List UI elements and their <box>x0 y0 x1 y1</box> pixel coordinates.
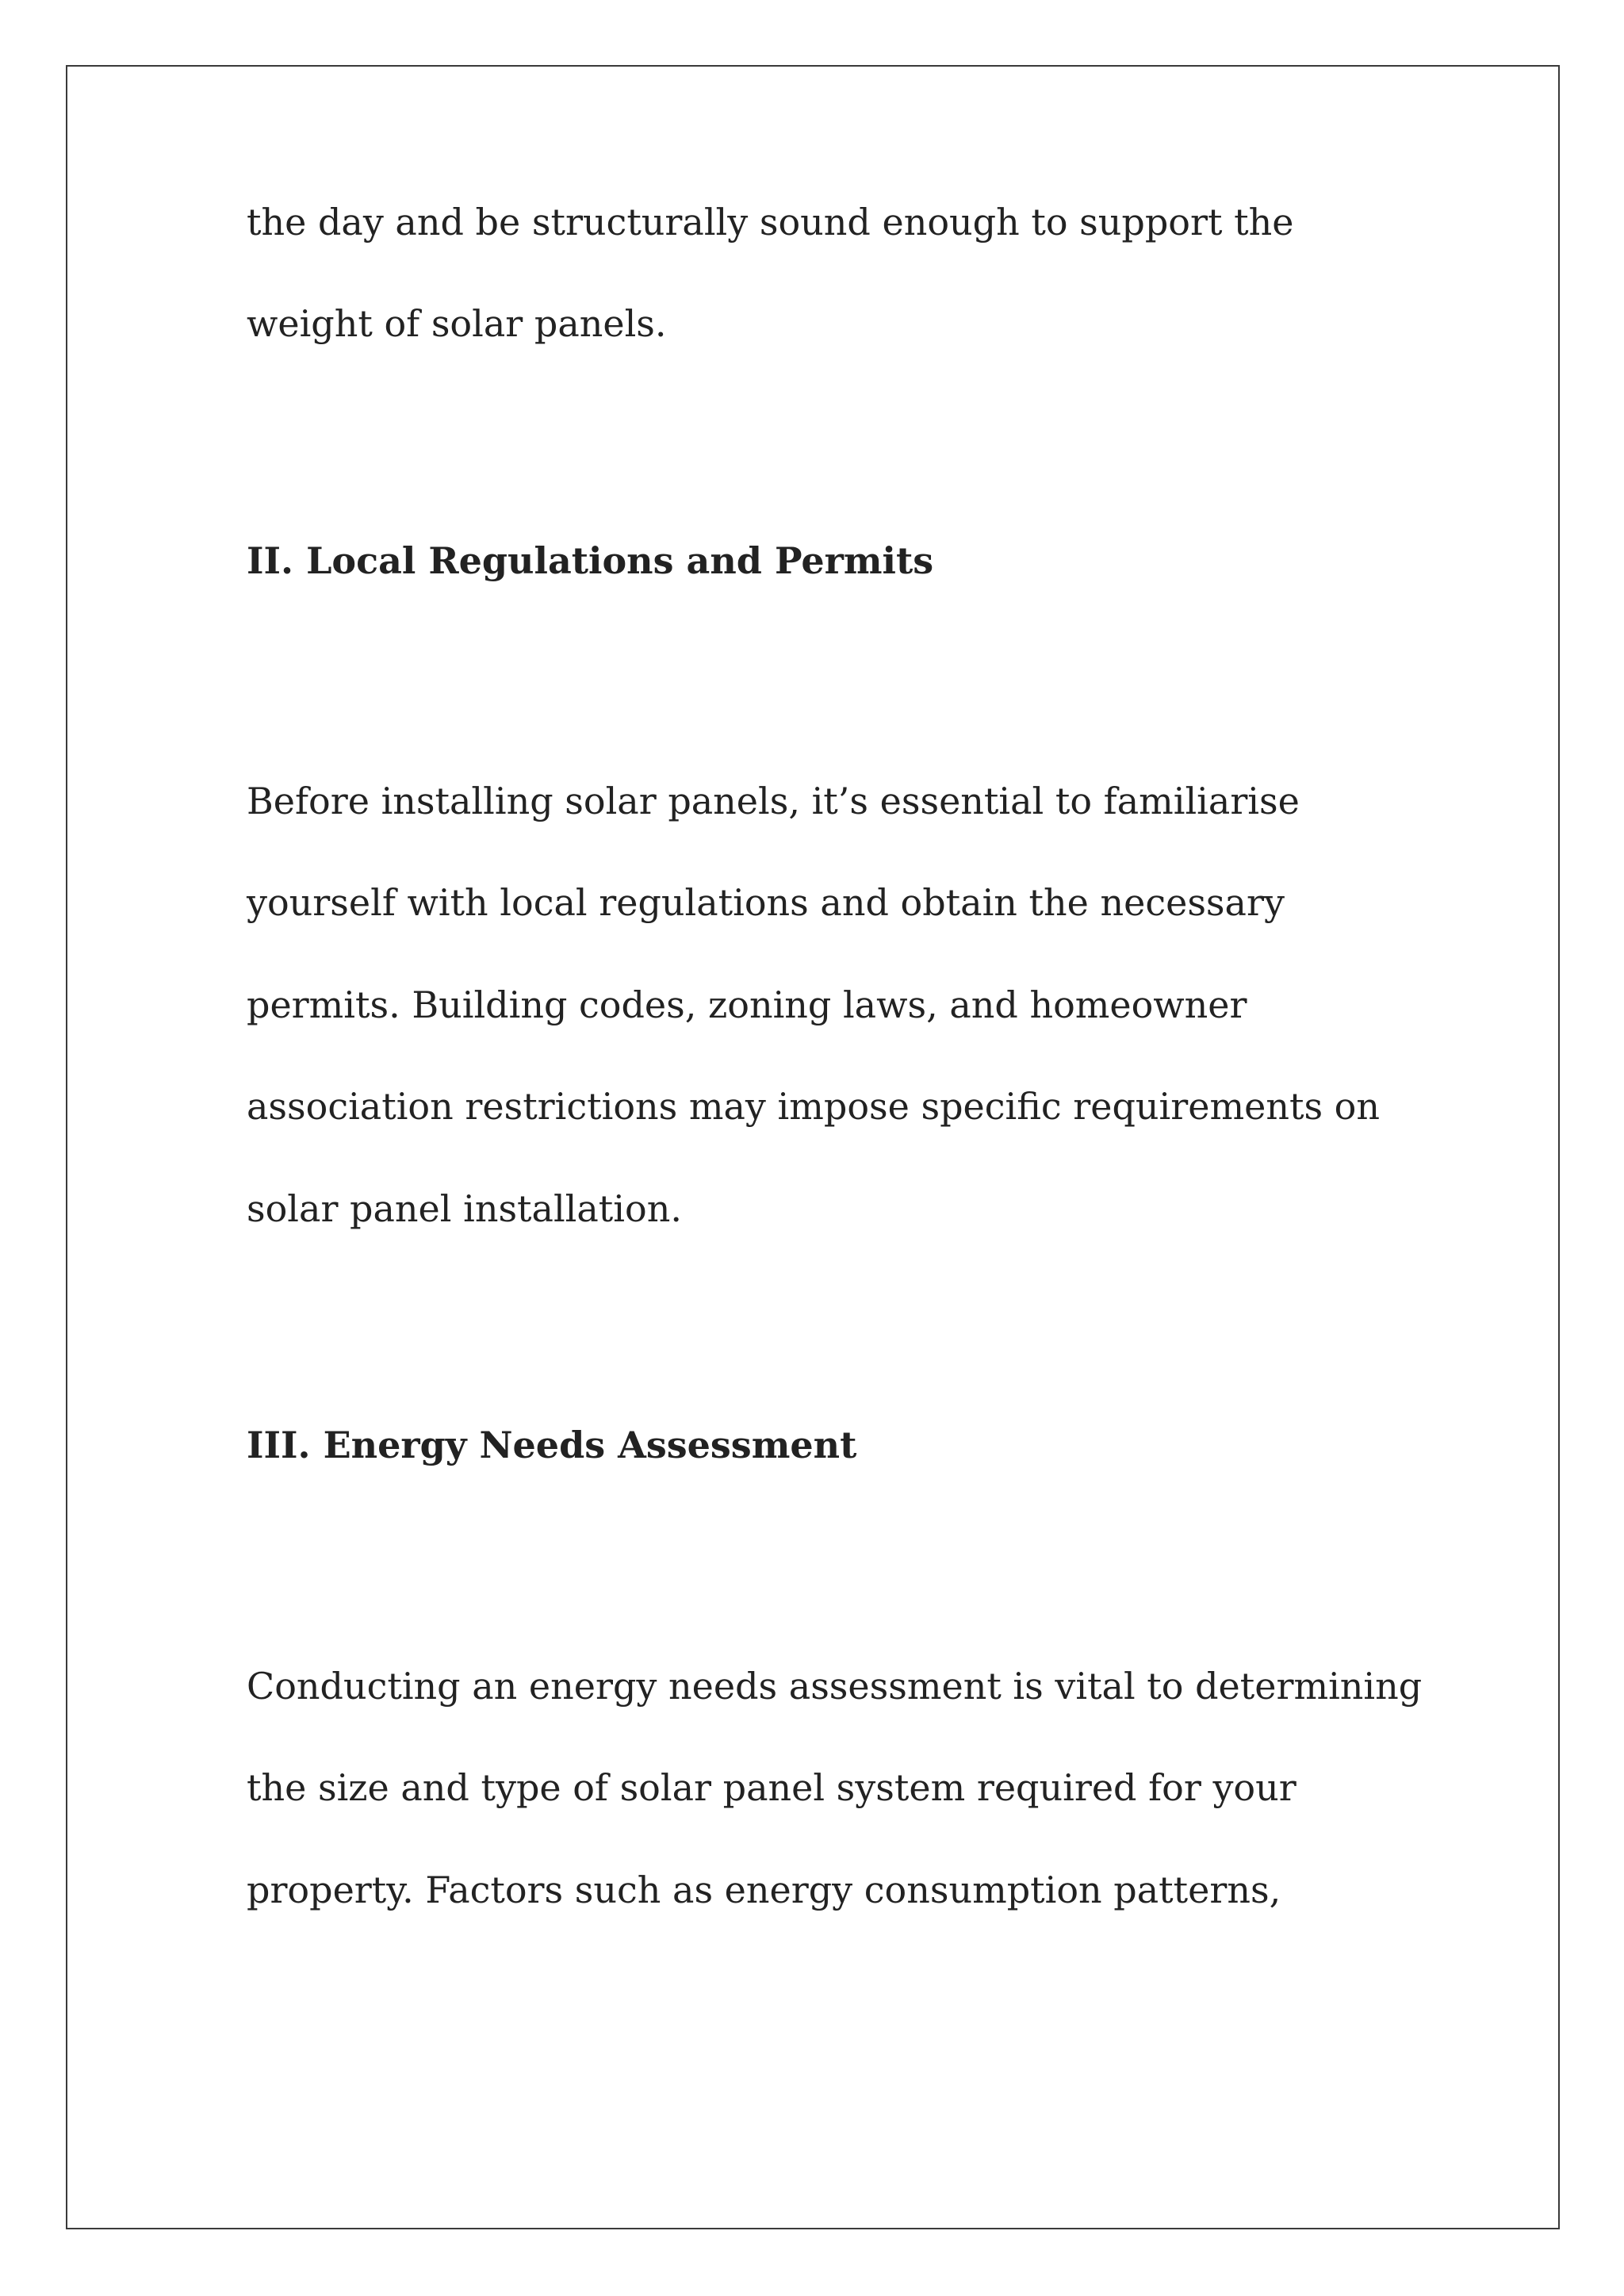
section-heading-energy-needs: III. Energy Needs Assessment <box>247 1424 857 1466</box>
paragraph-line: property. Factors such as energy consumption patterns, <box>247 1869 1281 1911</box>
paragraph-line: permits. Building codes, zoning laws, and homeowner <box>247 983 1247 1026</box>
paragraph-line: solar panel installation. <box>247 1187 682 1230</box>
paragraph-line: Conducting an energy needs assessment is vital to determining <box>247 1665 1423 1708</box>
section-heading-local-regulations: II. Local Regulations and Permits <box>247 539 934 582</box>
paragraph-line: weight of solar panels. <box>247 302 667 345</box>
paragraph-line: the day and be structurally sound enough to support the <box>247 201 1294 243</box>
paragraph-line: the size and type of solar panel system required for your <box>247 1766 1297 1809</box>
paragraph-line: association restrictions may impose specific requirements on <box>247 1085 1380 1128</box>
paragraph-line: yourself with local regulations and obtain the necessary <box>247 881 1285 924</box>
paragraph-line: Before installing solar panels, it’s essential to familiarise <box>247 780 1300 822</box>
